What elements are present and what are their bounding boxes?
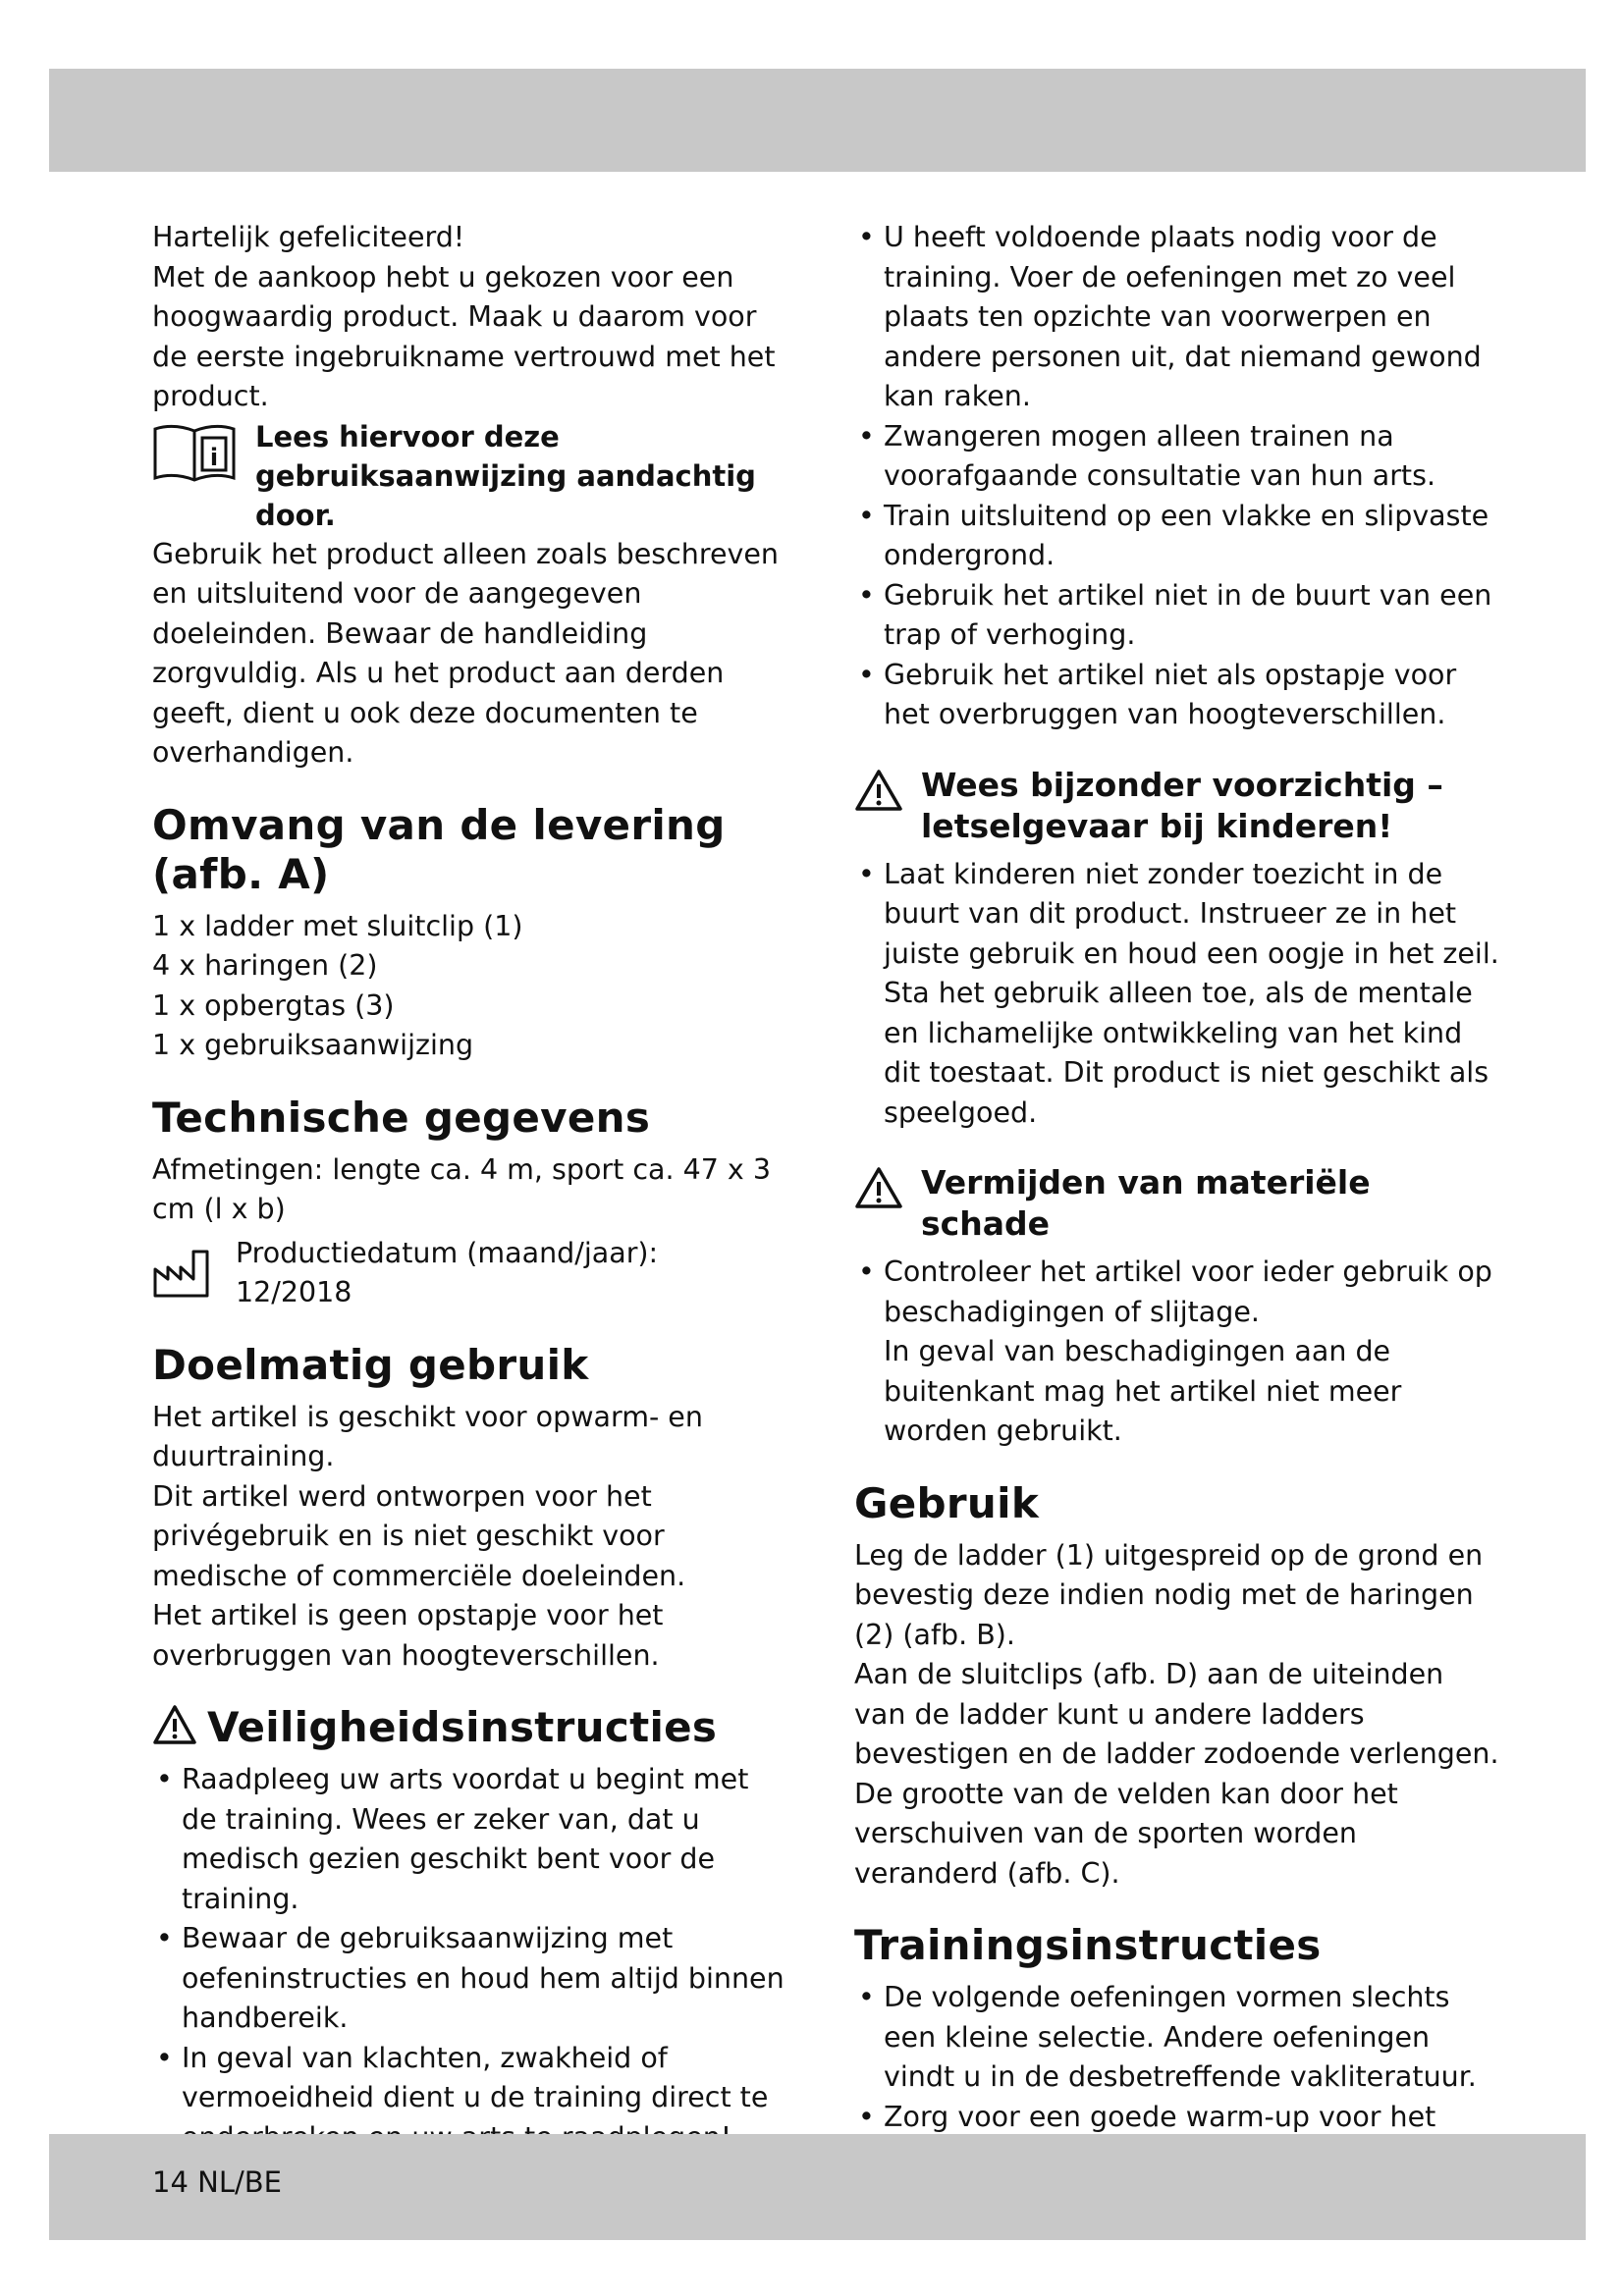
usage-paragraph: Aan de sluitclips (afb. D) aan de uiteinden van de ladder kunt u andere ladders bevestigen en de ladder zodoende verlengen. [854, 1658, 1499, 1770]
use-text: Gebruik het product alleen zoals beschreven en uitsluitend voor de aangegeven doeleinden. Bewaar de handleiding zorgvuldig. Als u het product aan derden geeft, dient u ook deze documenten te overhandigen. [152, 537, 779, 769]
scope-item: 1 x gebruiksaanwijzing [152, 1029, 474, 1061]
page-number: 14 NL/BE [152, 2165, 282, 2199]
scope-item: 1 x ladder met sluitclip (1) [152, 909, 523, 942]
safety-list-continued [854, 218, 1502, 735]
read-manual-notice [152, 417, 790, 535]
safety-item: • In geval van klachten, zwakheid of vermoeidheid dient u de training direct te [152, 2039, 790, 2159]
warning-triangle-icon [854, 1166, 903, 1209]
scope-list [152, 907, 790, 1066]
damage-item-text: • Controleer het artikel voor ieder gebruik op beschadigingen of slijtage. [884, 1255, 1492, 1328]
production-date-value: 12/2018 [236, 1276, 352, 1308]
production-date [152, 1234, 790, 1313]
safety-item: • U heeft voldoende plaats nodig voor de training. Voer de oefeningen met zo veel plaats ten opzichte van voorwerpen en andere personen uit, dat niemand gewond kan raken. [854, 218, 1502, 417]
safety-item: • Train uitsluitend op een vlakke en slipvaste ondergrond. [854, 497, 1502, 576]
usage-heading: Gebruik [854, 1478, 1040, 1527]
book-info-icon [152, 421, 237, 486]
scope-item: 1 x opbergtas (3) [152, 988, 395, 1022]
notice-text: Lees hiervoor deze gebruiksaanwijzing aandachtig door. [255, 419, 756, 532]
footer-bar [49, 2134, 1586, 2240]
purpose-paragraph: Dit artikel werd ontworpen voor het privégebruik en is niet geschikt voor medische of commerciële doeleinden. [152, 1479, 686, 1592]
header-bar [49, 69, 1586, 172]
warning-triangle-icon [152, 1704, 197, 1745]
safety-item: • Zwangeren mogen alleen trainen na voorafgaande consultatie van hun arts. [854, 417, 1502, 497]
tech-dimensions: Afmetingen: lengte ca. 4 m, sport ca. 47 x 3 cm (l x b) [152, 1152, 771, 1225]
warning-triangle-icon [854, 769, 903, 812]
factory-icon [152, 1248, 219, 1299]
svg-text:i: i [209, 443, 219, 471]
purpose-paragraph: Het artikel is geschikt voor opwarm- en duurtraining. [152, 1400, 703, 1472]
greeting: Hartelijk gefeliciteerd! [152, 221, 465, 253]
safety-item: • Raadpleeg uw arts voordat u begint met de training. Wees er zeker van, dat u medisch gezien geschikt bent voor de training. [152, 1760, 790, 1919]
children-list [854, 855, 1502, 1134]
training-item: • De volgende oefeningen vormen slechts een kleine selectie. Andere oefeningen vindt u in de desbetreffende vakliteratuur. [854, 1978, 1502, 2098]
safety-heading [152, 1703, 790, 1752]
right-column [854, 218, 1502, 2177]
left-column [152, 218, 790, 2158]
usage-paragraph: De grootte van de velden kan door het verschuiven van de sporten worden veranderd (afb. C). [854, 1777, 1398, 1890]
safety-item: • Gebruik het artikel niet als opstapje voor het overbruggen van hoogteverschillen. [854, 656, 1502, 735]
damage-note: In geval van beschadigingen aan de buitenkant mag het artikel niet meer worden gebruikt. [884, 1335, 1402, 1447]
intro-text: Met de aankoop hebt u gekozen voor een hoogwaardig product. Maak u daarom voor de eerste ingebruikname vertrouwd met het product. [152, 260, 776, 412]
safety-item: • Bewaar de gebruiksaanwijzing met oefeninstructies en houd hem altijd binnen handbereik. [152, 1919, 790, 2039]
children-item: • Laat kinderen niet zonder toezicht in de buurt van dit product. Instrueer ze in het juiste gebruik en houd een oogje in het zeil. Sta het gebruik alleen toe, als de mentale en lichamelijke ontwikkeling van het kind dit toestaat. Dit product is niet geschikt als speelgoed. [854, 855, 1502, 1134]
scope-heading: Omvang van de levering (afb. A) [152, 800, 726, 898]
scope-item: 4 x haringen (2) [152, 949, 378, 982]
purpose-heading: Doelmatig gebruik [152, 1340, 589, 1389]
production-date-label: Productiedatum (maand/jaar): [236, 1236, 659, 1269]
purpose-paragraph: Het artikel is geen opstapje voor het overbruggen van hoogteverschillen. [152, 1599, 664, 1672]
damage-warning-heading [854, 1162, 1502, 1245]
safety-list [152, 1760, 790, 2158]
children-warning-heading [854, 765, 1502, 847]
training-item: • Zorg voor een goede warm-up voor het [854, 2098, 1502, 2177]
usage-paragraph: Leg de ladder (1) uitgespreid op de grond en bevestig deze indien nodig met de haringen (2) (afb. B). [854, 1538, 1484, 1651]
children-warning-text: Wees bijzonder voorzichtig – letselgevaar bij kinderen! [921, 765, 1443, 845]
training-heading: Trainingsinstructies [854, 1921, 1322, 1969]
damage-item [854, 1253, 1502, 1452]
damage-warning-text: Vermijden van materiële schade [921, 1163, 1371, 1243]
damage-list [854, 1253, 1502, 1452]
safety-heading-text: Veiligheidsinstructies [207, 1703, 718, 1751]
tech-heading: Technische gegevens [152, 1093, 651, 1142]
safety-item: • Gebruik het artikel niet in de buurt van een trap of verhoging. [854, 576, 1502, 656]
